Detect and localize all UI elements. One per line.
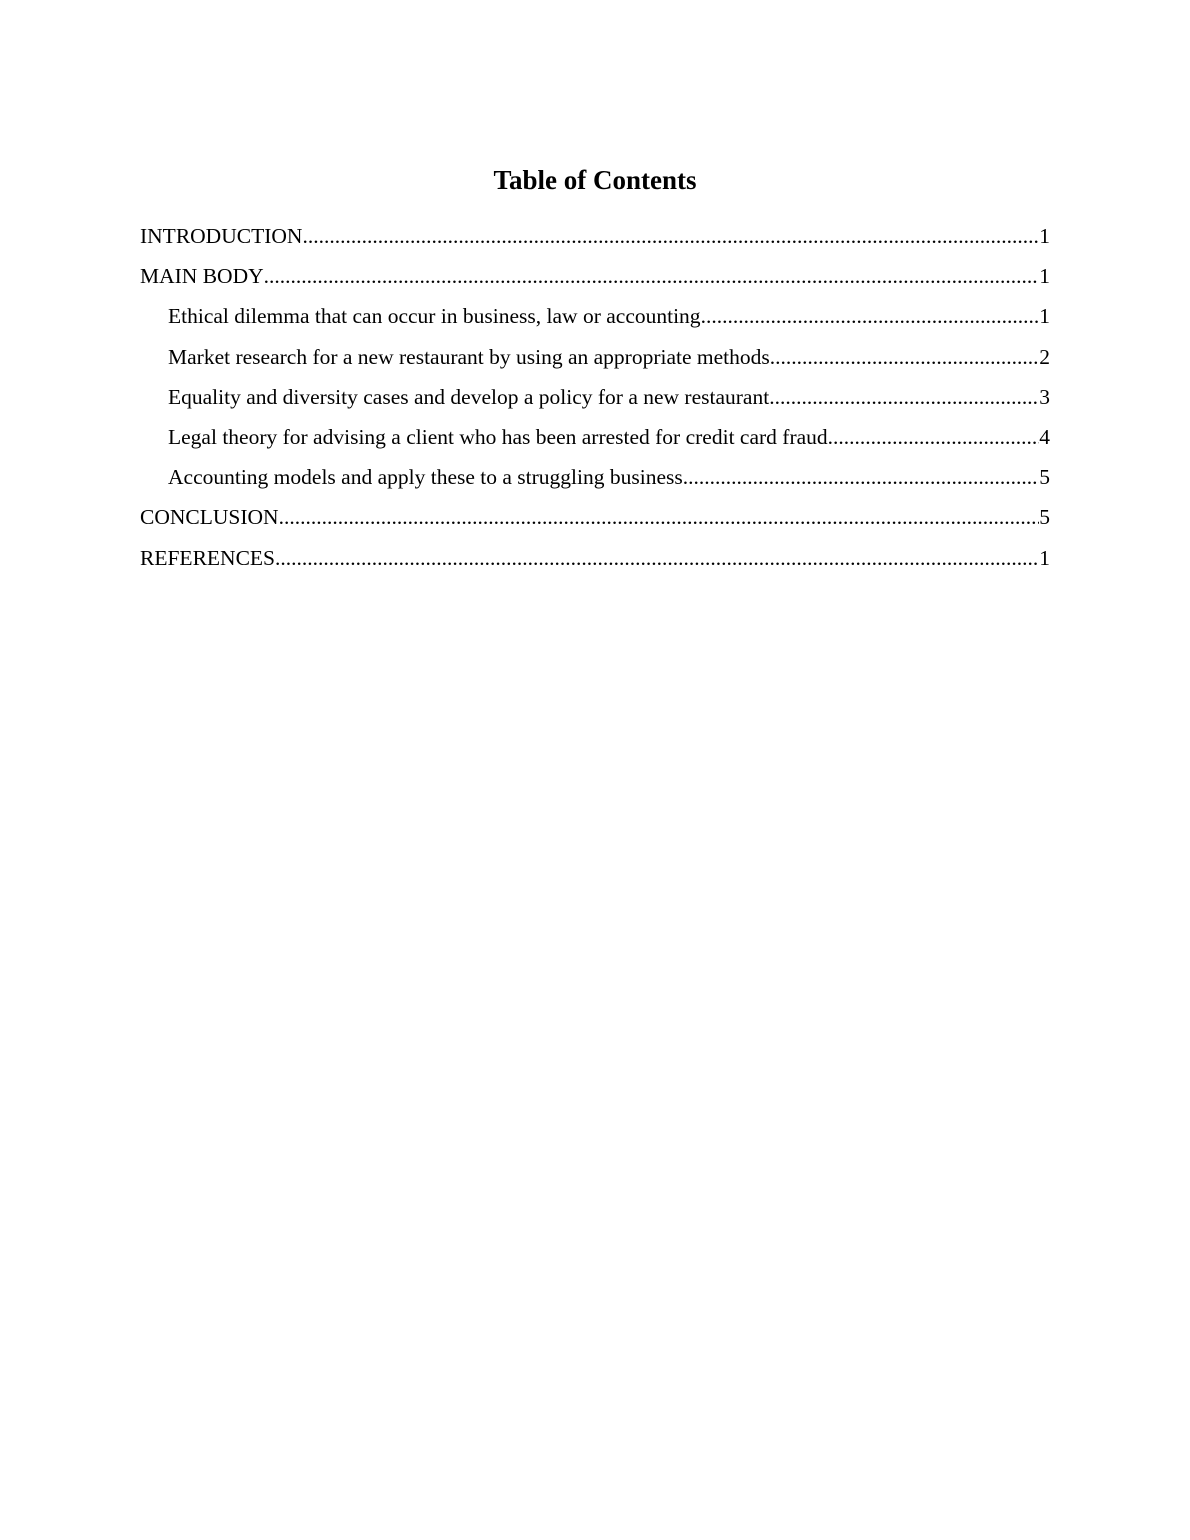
toc-entry-label: Equality and diversity cases and develop a policy for a new restaurant bbox=[168, 384, 770, 409]
toc-entry-market-research[interactable] bbox=[140, 337, 1050, 377]
toc-title: Table of Contents bbox=[493, 165, 697, 195]
toc-entry-references[interactable] bbox=[140, 538, 1050, 578]
toc-entry-equality-diversity[interactable] bbox=[140, 377, 1050, 417]
toc-entry-ethical-dilemma[interactable] bbox=[140, 296, 1050, 336]
toc-entry-page: 1 bbox=[1039, 545, 1050, 570]
toc-entry-conclusion[interactable] bbox=[140, 497, 1050, 537]
toc-dot-leader bbox=[302, 216, 1039, 256]
toc-entry-page: 1 bbox=[1039, 224, 1050, 248]
toc-dot-leader bbox=[683, 457, 1040, 497]
toc-dot-leader bbox=[770, 337, 1039, 377]
toc-entry-page: 1 bbox=[1039, 264, 1050, 289]
toc-entry-accounting-models[interactable] bbox=[140, 457, 1050, 497]
toc-dot-leader bbox=[701, 296, 1040, 336]
toc-entry-page: 5 bbox=[1039, 505, 1050, 530]
toc-entry-label: Accounting models and apply these to a struggling business bbox=[168, 465, 683, 490]
toc-entry-label: Market research for a new restaurant by using an appropriate methods bbox=[168, 344, 770, 369]
toc-list bbox=[140, 216, 1050, 578]
toc-entry-label: REFERENCES bbox=[140, 545, 275, 570]
toc-entry-page: 3 bbox=[1039, 384, 1050, 409]
toc-dot-leader bbox=[279, 497, 1040, 537]
toc-entry-page: 1 bbox=[1039, 304, 1050, 329]
toc-entry-label: Ethical dilemma that can occur in business, law or accounting bbox=[168, 304, 701, 329]
toc-dot-leader bbox=[275, 538, 1039, 578]
toc-dot-leader bbox=[828, 417, 1040, 457]
toc-entry-label: Legal theory for advising a client who has been arrested for credit card fraud bbox=[168, 424, 828, 449]
toc-dot-leader bbox=[769, 377, 1039, 417]
toc-entry-page: 4 bbox=[1039, 424, 1050, 449]
toc-entry-label: CONCLUSION bbox=[140, 505, 279, 530]
toc-entry-main-body[interactable] bbox=[140, 256, 1050, 296]
toc-dot-leader bbox=[264, 256, 1040, 296]
toc-entry-label: MAIN BODY bbox=[140, 264, 264, 289]
toc-entry-label: INTRODUCTION bbox=[140, 224, 303, 248]
toc-entry-introduction[interactable] bbox=[140, 216, 1050, 256]
toc-entry-legal-theory[interactable] bbox=[140, 417, 1050, 457]
toc-entry-page: 2 bbox=[1039, 344, 1050, 369]
toc-entry-page: 5 bbox=[1039, 465, 1050, 490]
